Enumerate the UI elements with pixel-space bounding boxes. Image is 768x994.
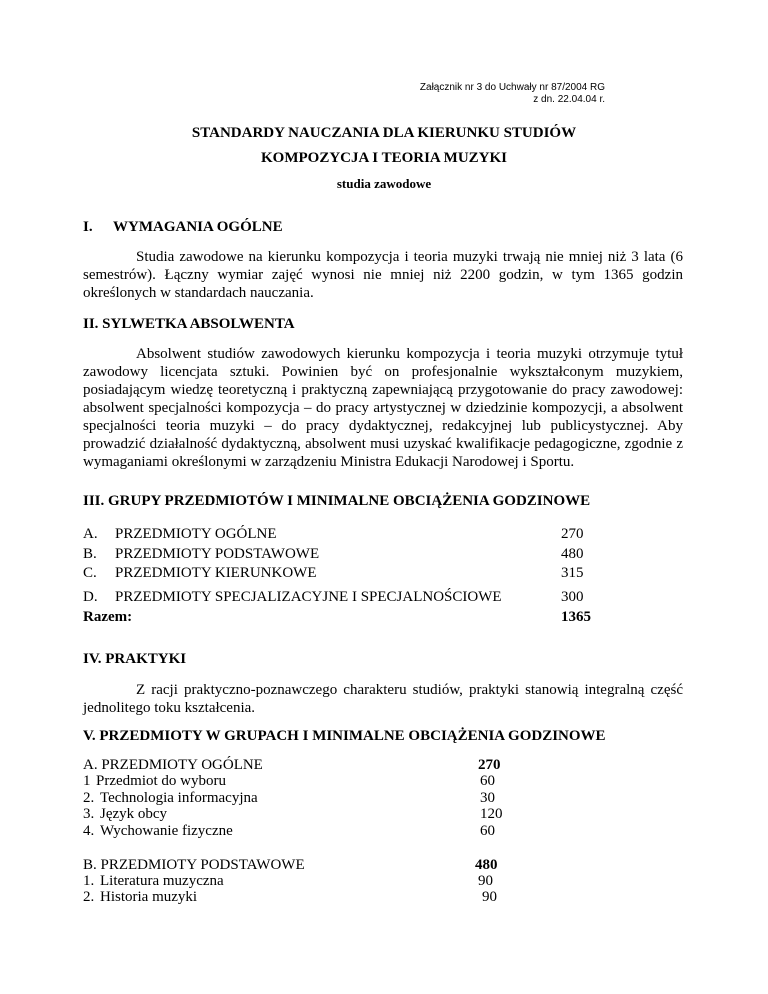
section-4-text: Z racji praktyczno-poznawczego charakteru studiów, praktyki stanowią integralną część jednolitego toku kształcenia. <box>83 682 683 716</box>
list-item <box>83 773 226 790</box>
section-1-paragraph <box>83 248 683 302</box>
group-row-a <box>83 526 277 543</box>
group-a-title: A. PRZEDMIOTY OGÓLNE <box>83 757 263 773</box>
document-title: STANDARDY NAUCZANIA DLA KIERUNKU STUDIÓW <box>191 125 577 141</box>
list-item-number: 2. <box>83 790 95 806</box>
section-1-heading <box>83 219 283 236</box>
group-row-b-hours: 480 <box>561 546 584 562</box>
list-item-number: 3. <box>83 806 95 822</box>
section-2-heading: II. SYLWETKA ABSOLWENTA <box>83 316 295 332</box>
list-item <box>83 889 197 906</box>
list-item-hours: 60 <box>480 823 495 839</box>
document-study-type: studia zawodowe <box>336 176 432 191</box>
total-value: 1365 <box>561 609 591 625</box>
section-3-heading: III. GRUPY PRZEDMIOTÓW I MINIMALNE OBCIĄŻENIA GODZINOWE <box>83 493 591 509</box>
list-item-hours: 120 <box>480 806 503 822</box>
section-4-heading: IV. PRAKTYKI <box>83 651 187 667</box>
annex-line-2: z dn. 22.04.04 r. <box>533 94 605 105</box>
group-row-name: PRZEDMIOTY KIERUNKOWE <box>115 565 317 581</box>
group-row-c <box>83 565 317 582</box>
group-row-b <box>83 546 319 563</box>
list-item-hours: 30 <box>480 790 495 806</box>
section-4-paragraph <box>83 681 683 717</box>
list-item-name: Wychowanie fizyczne <box>100 823 233 839</box>
list-item-hours: 90 <box>482 889 497 905</box>
group-b-title: B. PRZEDMIOTY PODSTAWOWE <box>83 857 305 873</box>
section-2-paragraph <box>83 345 683 471</box>
document-subtitle: KOMPOZYCJA I TEORIA MUZYKI <box>261 150 507 166</box>
group-b-total: 480 <box>475 857 498 873</box>
group-row-letter: D. <box>83 589 98 605</box>
section-1-title: WYMAGANIA OGÓLNE <box>113 219 283 235</box>
group-a-total: 270 <box>478 757 501 773</box>
group-row-name: PRZEDMIOTY SPECJALIZACYJNE I SPECJALNOŚCIOWE <box>115 589 502 605</box>
section-1-text: Studia zawodowe na kierunku kompozycja i teoria muzyki trwają nie mniej niż 3 lata (6 semestrów). Łączny wymiar zajęć wynosi nie mniej niż 2200 godzin, w tym 1365 godzin określonych w standardach nauczania. <box>83 249 683 301</box>
list-item-number: 4. <box>83 823 95 839</box>
list-item-name: Technologia informacyjna <box>100 790 258 806</box>
group-row-letter: A. <box>83 526 98 542</box>
list-item-hours: 90 <box>478 873 493 889</box>
list-item <box>83 806 167 823</box>
list-item-name: Język obcy <box>100 806 168 822</box>
list-item-name: Literatura muzyczna <box>100 873 224 889</box>
group-row-d-hours: 300 <box>561 589 584 605</box>
list-item <box>83 823 233 840</box>
group-row-name: PRZEDMIOTY PODSTAWOWE <box>115 546 320 562</box>
section-2-text: Absolwent studiów zawodowych kierunku kompozycja i teoria muzyki otrzymuje tytuł zawodowy licencjata sztuki. Powinien być on profesjonalnie wykształconym muzykiem, posiadającym wiedzę teoretyczną i praktyczną zapewniającą przygotowanie do pracy zawodowej: absolwent specjalności kompozycja – do pracy artystycznej w dziedzinie kompozycji, a absolwent specjalności teoria muzyki – do pracy dydaktycznej, redakcyjnej lub publicystycznej. Aby prowadzić działalność dydaktyczną, absolwent musi uzyskać kwalifikacje pedagogiczne, zgodnie z wymaganiami określonymi w zarządzeniu Ministra Edukacji Narodowej i Sportu. <box>83 346 683 470</box>
list-item-name: Historia muzyki <box>100 889 198 905</box>
group-row-d <box>83 589 502 606</box>
group-row-name: PRZEDMIOTY OGÓLNE <box>115 526 277 542</box>
annex-note <box>420 82 605 106</box>
group-row-letter: B. <box>83 546 97 562</box>
group-row-letter: C. <box>83 565 97 581</box>
list-item-number: 1 <box>83 773 91 789</box>
list-item <box>83 873 224 890</box>
annex-line-1: Załącznik nr 3 do Uchwały nr 87/2004 RG <box>419 82 605 93</box>
list-item-number: 1. <box>83 873 95 889</box>
list-item-hours: 60 <box>480 773 495 789</box>
section-5-heading: V. PRZEDMIOTY W GRUPACH I MINIMALNE OBCIĄŻENIA GODZINOWE <box>83 728 606 744</box>
list-item-name: Przedmiot do wyboru <box>96 773 226 789</box>
group-row-a-hours: 270 <box>561 526 584 542</box>
group-row-c-hours: 315 <box>561 565 584 581</box>
total-label: Razem: <box>83 609 133 625</box>
list-item <box>83 790 258 807</box>
section-1-number: I. <box>83 219 93 235</box>
list-item-number: 2. <box>83 889 95 905</box>
